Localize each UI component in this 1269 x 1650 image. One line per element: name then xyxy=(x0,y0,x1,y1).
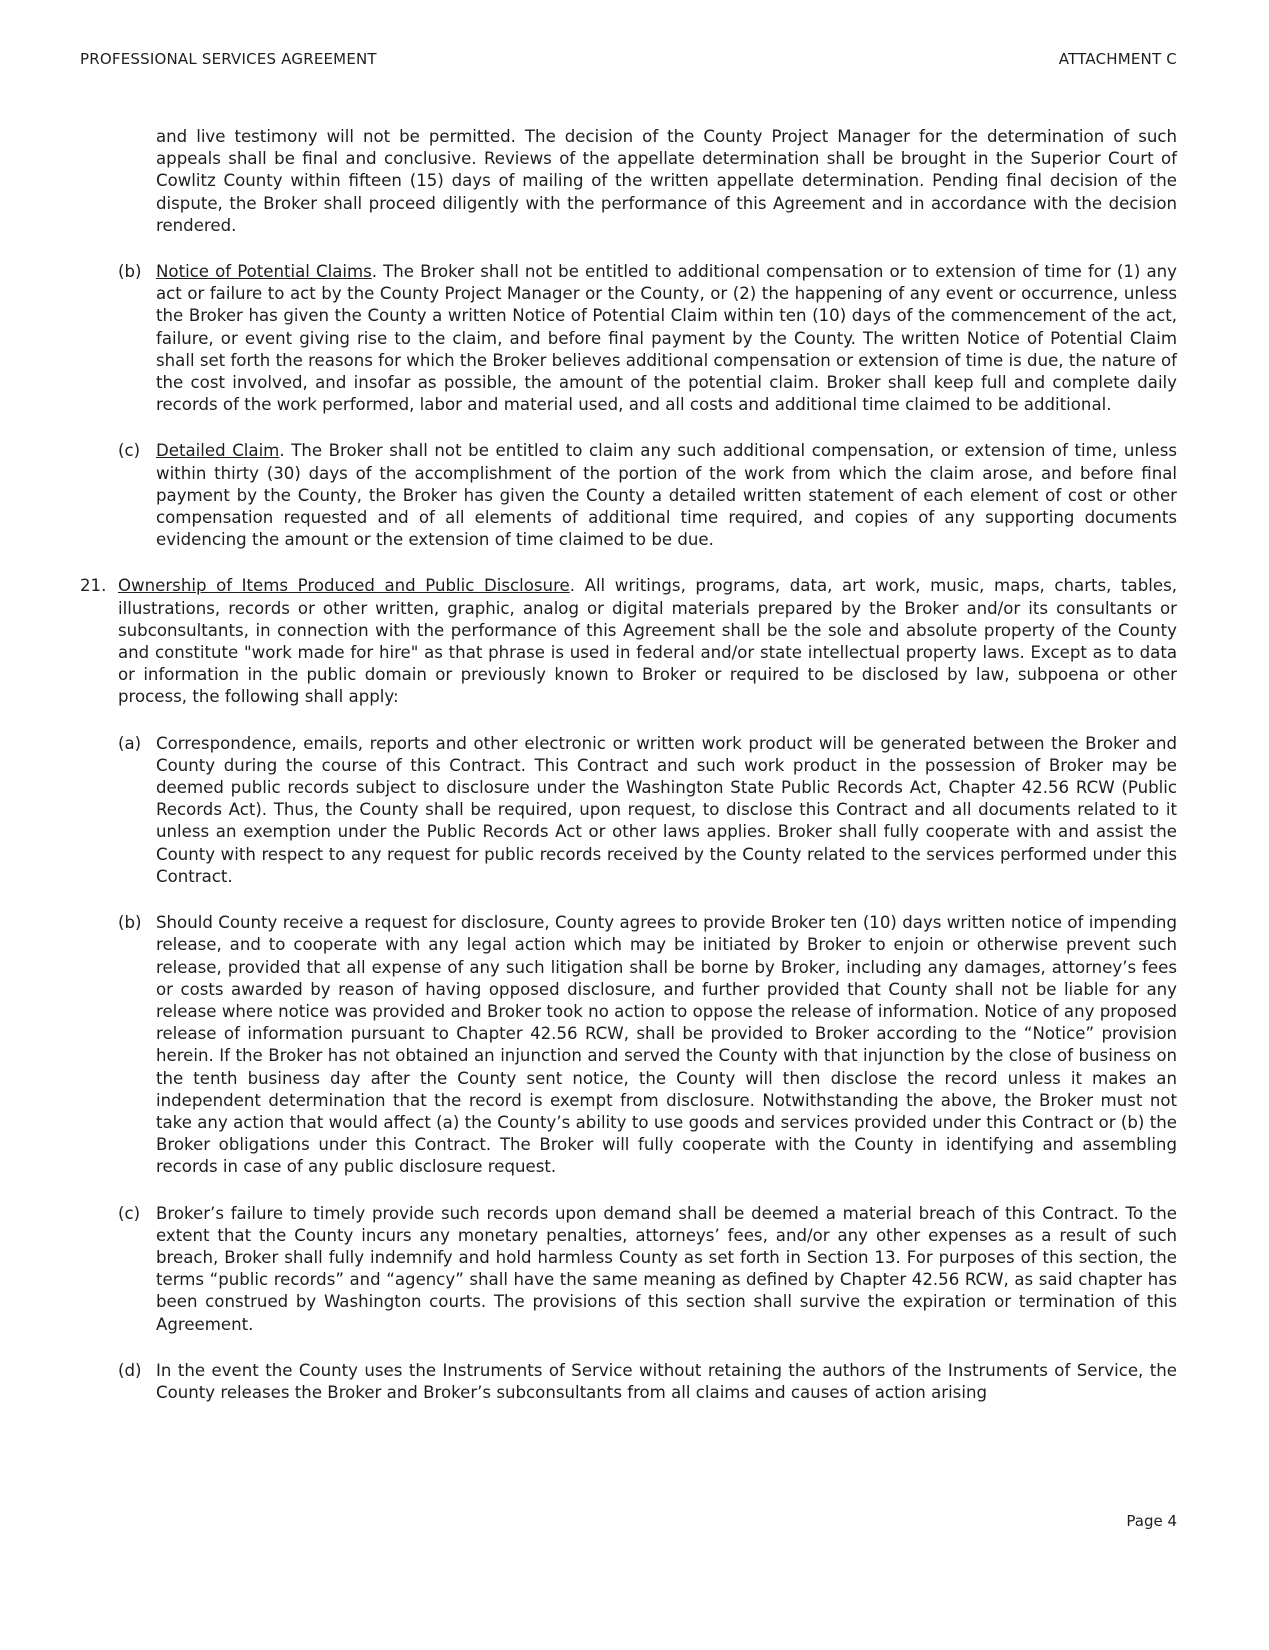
item-label: (d) xyxy=(118,1360,142,1380)
header-attachment: ATTACHMENT C xyxy=(1058,50,1177,68)
subsection-text: . The Broker shall not be entitled to additional compensation or to extension of time for (1) any act or failure to act by the County Project Manager or the County, or (2) the happening of any event or occurrence, unless the Broker has given the County a written Notice of Potential Claim within ten (10) days of the commencement of the act, failure, or event giving rise to the claim, and before final payment by the County. The written Notice of Potential Claim shall set forth the reasons for which the Broker believes additional compensation or extension of time is due, the nature of the cost involved, and insofar as possible, the amount of the potential claim. Broker shall keep full and complete daily records of the work performed, labor and material used, and all costs and additional time claimed to be additional. xyxy=(156,262,1178,415)
continuation-paragraph: and live testimony will not be permitted. The decision of the County Project Manager for the determination of such appeals shall be final and conclusive. Reviews of the appellate determination shall be brought in the Superior Court of Cowlitz County within fifteen (15) days of mailing of the written appellate determination. Pending final decision of the dispute, the Broker shall proceed diligently with the performance of this Agreement and in accordance with the decision rendered. xyxy=(156,127,1177,235)
section-21 xyxy=(80,575,1177,708)
item-label: (c) xyxy=(118,1203,141,1223)
item-text: Broker’s failure to timely provide such records upon demand shall be deemed a material breach of this Contract. To the extent that the County incurs any monetary penalties, attorneys’ fees, and/or any other expenses as a result of such breach, Broker shall fully indemnify and hold harmless County as set forth in Section 13. For purposes of this section, the terms “public records” and “agency” shall have the same meaning as defined by Chapter 42.56 RCW, as said chapter has been construed by Washington courts. The provisions of this section shall survive the expiration or termination of this Agreement. xyxy=(156,1203,1177,1334)
section-20b xyxy=(80,261,1177,416)
item-text: In the event the County uses the Instruments of Service without retaining the authors of the Instruments of Service, the County releases the Broker and Broker’s subconsultants from all claims and causes of action arising xyxy=(156,1360,1177,1402)
item-label: (b) xyxy=(118,262,142,282)
section-21a xyxy=(80,733,1177,888)
subsection-text: . The Broker shall not be entitled to claim any such additional compensation, or extension of time, unless within thirty (30) days of the accomplishment of the portion of the work from which the claim arose, and before final payment by the County, the Broker has given the County a detailed written statement of each element of cost or other compensation requested and of all elements of additional time required, and copies of any supporting documents evidencing the amount or the extension of time claimed to be due. xyxy=(156,441,1178,550)
item-label: (c) xyxy=(118,441,141,461)
subsection-heading: Notice of Potential Claims xyxy=(156,262,372,282)
subsection-heading: Detailed Claim xyxy=(156,441,280,461)
item-text: Should County receive a request for disclosure, County agrees to provide Broker ten (10) days written notice of impending release, and to cooperate with any legal action which may be initiated by Broker to enjoin or otherwise prevent such release, provided that all expense of any such litigation shall be borne by Broker, including any damages, attorney’s fees or costs awarded by reason of having opposed disclosure, and further provided that County shall not be liable for any release where notice was provided and Broker took no action to oppose the release of information. Notice of any proposed release of information pursuant to Chapter 42.56 RCW, shall be provided to Broker according to the “Notice” provision herein. If the Broker has not obtained an injunction and served the County with that injunction by the close of business on the tenth business day after the County sent notice, the County will then disclose the record unless it makes an independent determination that the record is exempt from disclosure. Notwithstanding the above, the Broker must not take any action that would affect (a) the County’s ability to use goods and services provided under this Contract or (b) the Broker obligations under this Contract. The Broker will fully cooperate with the County in identifying and assembling records in case of any public disclosure request. xyxy=(156,913,1177,1177)
header-title: PROFESSIONAL SERVICES AGREEMENT xyxy=(80,50,377,68)
page-header xyxy=(80,50,1177,68)
page-number: Page 4 xyxy=(1126,1512,1177,1530)
item-text: Correspondence, emails, reports and other electronic or written work product will be generated between the Broker and County during the course of this Contract. This Contract and such work product in the possession of Broker may be deemed public records subject to disclosure under the Washington State Public Records Act, Chapter 42.56 RCW (Public Records Act). Thus, the County shall be required, upon request, to disclose this Contract and all documents related to it unless an exemption under the Public Records Act or other laws applies. Broker shall fully cooperate with and assist the County with respect to any request for public records received by the County related to the services performed under this Contract. xyxy=(156,733,1177,886)
section-number: 21. xyxy=(80,576,107,596)
section-heading: Ownership of Items Produced and Public Disclosure xyxy=(118,576,570,596)
item-label: (a) xyxy=(118,733,142,753)
section-20c xyxy=(80,440,1177,551)
section-21d xyxy=(80,1360,1177,1404)
section-21b xyxy=(80,912,1177,1178)
item-label: (b) xyxy=(118,913,142,933)
section-text: . All writings, programs, data, art work, music, maps, charts, tables, illustrations, records or other written, graphic, analog or digital materials prepared by the Broker and/or its consultants or subconsultants, in connection with the performance of this Agreement shall be the sole and absolute property of the County and constitute "work made for hire" as that phrase is used in federal and/or state intellectual property laws. Except as to data or information in the public domain or previously known to Broker or required to be disclosed by law, subpoena or other process, the following shall apply: xyxy=(118,576,1177,707)
document-body xyxy=(80,126,1177,1428)
section-21c xyxy=(80,1203,1177,1336)
